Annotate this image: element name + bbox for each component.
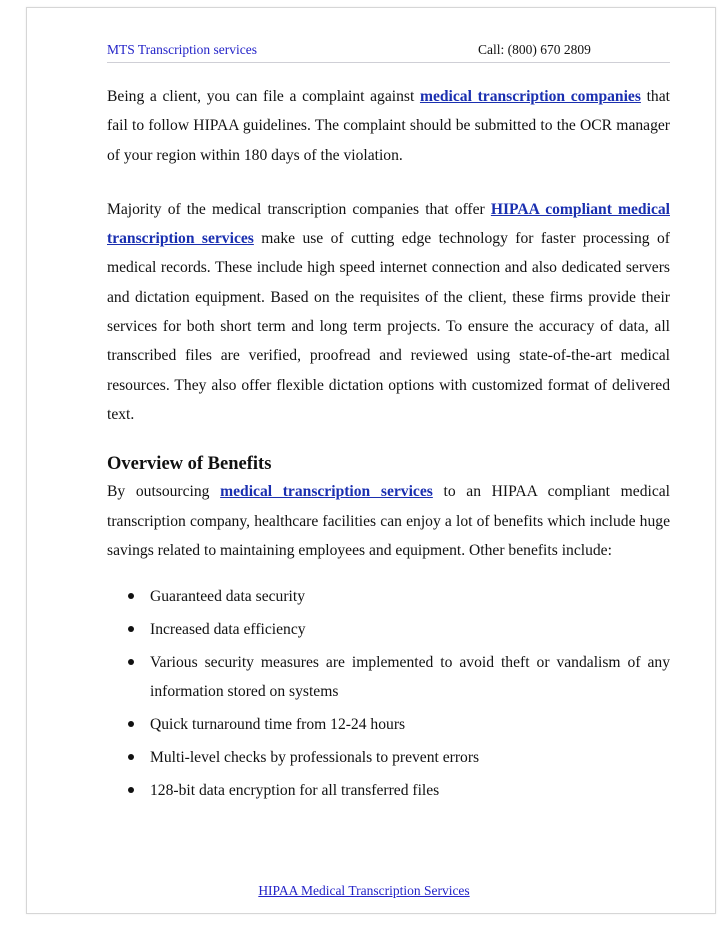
list-item-text: Various security measures are implemented to avoid theft or vandalism of any information stored on systems: [150, 654, 670, 701]
list-item: [150, 615, 670, 644]
paragraph-majority: [107, 195, 670, 429]
list-item-text: Multi-level checks by professionals to prevent errors: [150, 749, 480, 767]
header-divider: [107, 62, 670, 63]
page-header: [107, 42, 670, 62]
list-item: [150, 743, 670, 772]
section-heading-benefits: Overview of Benefits: [107, 454, 272, 475]
bullet-icon: [128, 754, 134, 760]
paragraph-text: to an HIPAA compliant medical transcription company, healthcare facilities can enjoy a lot of benefits which include huge savings related to maintaining employees and equipment. Other benefits include:: [107, 483, 670, 559]
benefits-list: [107, 582, 670, 806]
paragraph-text: By outsourcing: [107, 483, 221, 501]
list-item-text: Quick turnaround time from 12-24 hours: [150, 716, 406, 734]
medical-transcription-companies-link[interactable]: medical transcription companies: [419, 88, 641, 105]
bullet-icon: [128, 659, 134, 665]
bullet-icon: [128, 787, 134, 793]
paragraph-complaint: [107, 82, 670, 170]
paragraph-text: that fail to follow HIPAA guidelines. The complaint should be submitted to the OCR manager of your region within 180 days of the violation.: [107, 88, 670, 164]
page-footer: [0, 883, 728, 899]
paragraph-outsourcing: [107, 477, 670, 565]
bullet-icon: [128, 626, 134, 632]
paragraph-text: Being a client, you can file a complaint against: [107, 88, 420, 105]
list-item: [150, 582, 670, 611]
bullet-icon: [128, 593, 134, 599]
list-item-text: 128-bit data encryption for all transferred files: [150, 782, 440, 800]
hipaa-compliant-services-link[interactable]: HIPAA compliant medical transcription services: [107, 200, 670, 248]
medical-transcription-services-link[interactable]: medical transcription services: [220, 483, 433, 501]
list-item: [150, 776, 670, 805]
paragraph-text: Majority of the medical transcription companies that offer: [107, 200, 491, 218]
list-item-text: Guaranteed data security: [150, 588, 305, 606]
paragraph-text: make use of cutting edge technology for faster processing of medical records. These include high speed internet connection and also dedicated servers and dictation equipment. Based on the requisites of the client, these firms provide their services for both short term and long term projects. To ensure the accuracy of data, all transcribed files are verified, proofread and reviewed using state-of-the-art medical resources. They also offer flexible dictation options with customized format of delivered text.: [107, 230, 671, 423]
header-company-name: MTS Transcription services: [107, 42, 257, 57]
list-item-text: Increased data efficiency: [150, 621, 306, 639]
list-item: [150, 710, 670, 739]
footer-title-link[interactable]: HIPAA Medical Transcription Services: [258, 883, 470, 898]
bullet-icon: [128, 721, 134, 727]
header-phone: Call: (800) 670 2809: [478, 42, 591, 57]
document-body: [107, 82, 670, 809]
list-item: [150, 648, 670, 707]
